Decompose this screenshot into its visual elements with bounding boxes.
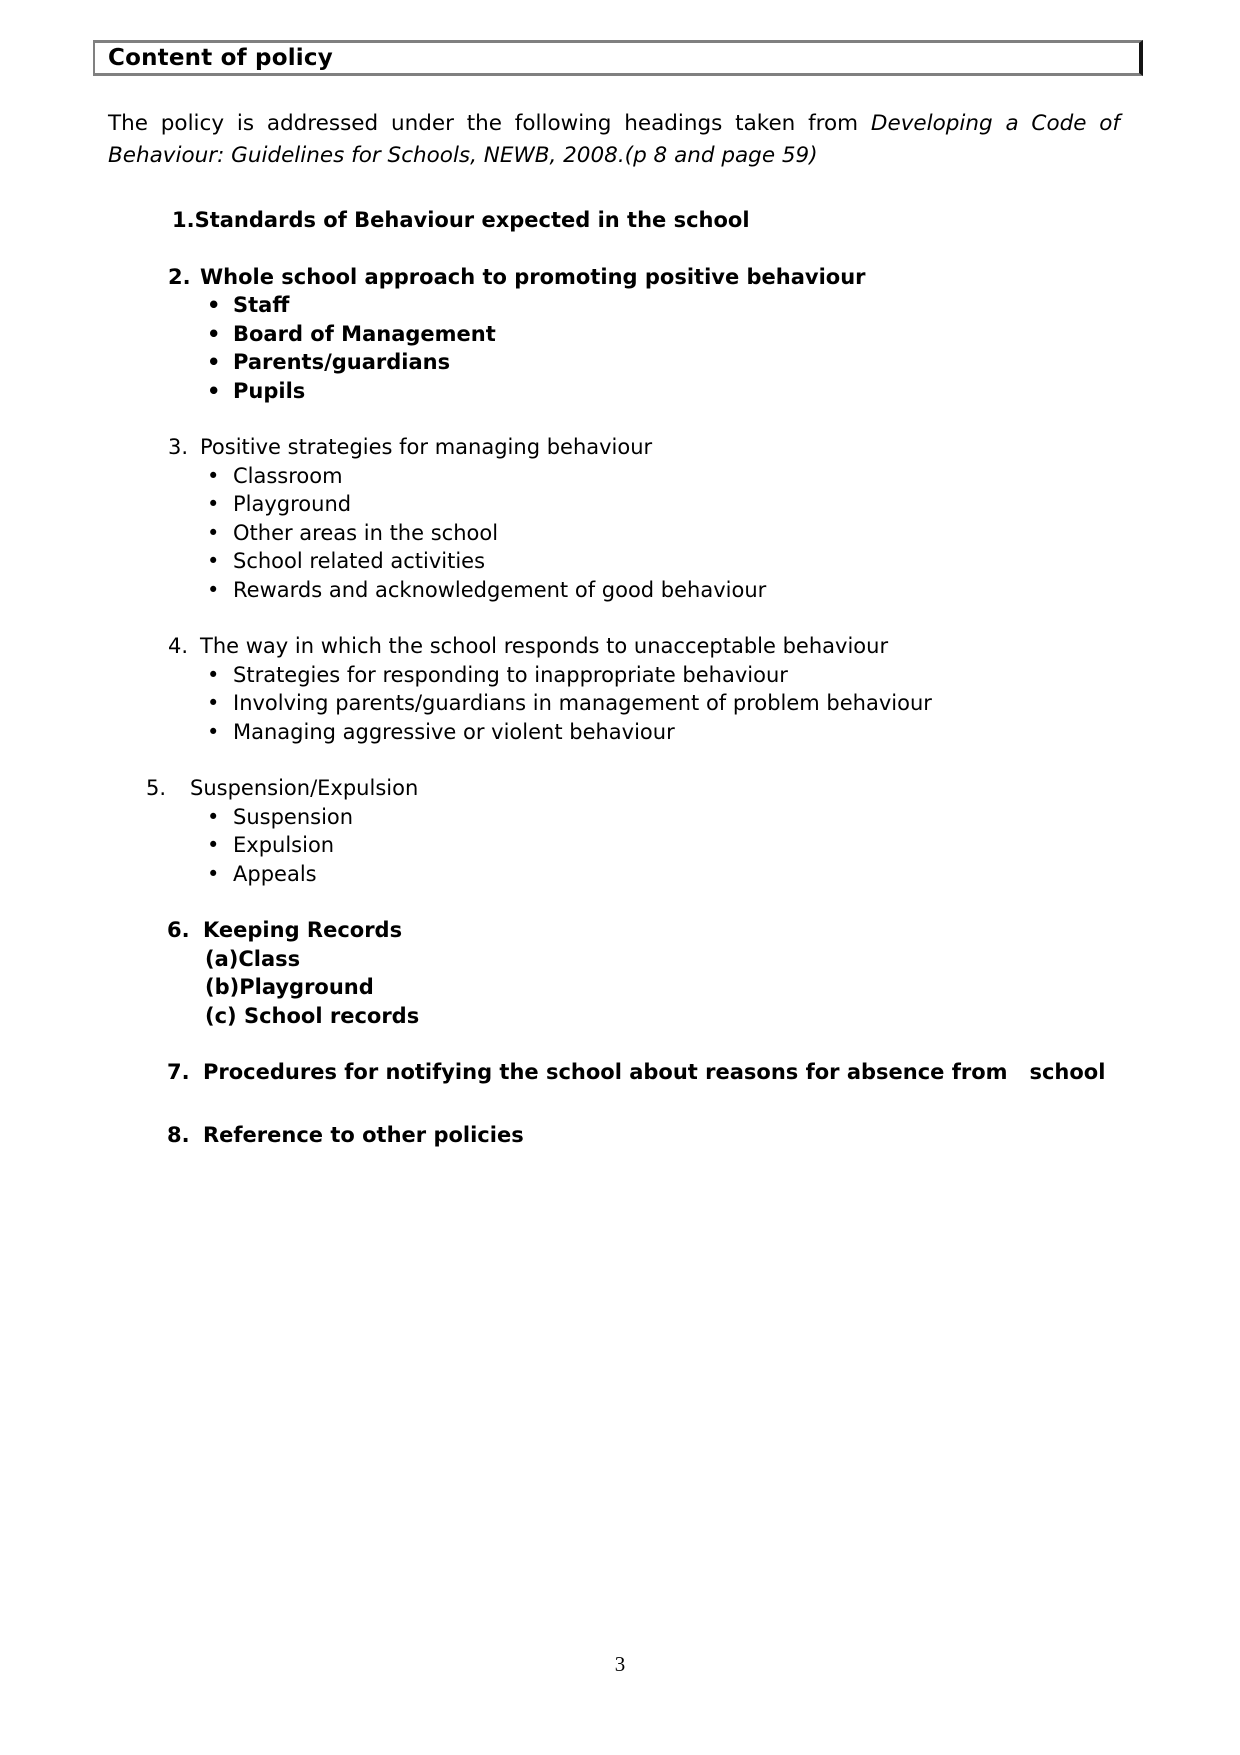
section-heading xyxy=(0,433,1240,462)
intro-text-regular: The policy is addressed under the following headings taken from xyxy=(108,111,859,136)
intro-paragraph xyxy=(108,108,1120,172)
section-6 xyxy=(0,916,1240,1030)
section-8 xyxy=(0,1121,1240,1150)
section-number: 7. xyxy=(167,1060,190,1084)
bullet-icon: • xyxy=(207,691,220,715)
bullet-text: Staff xyxy=(233,293,290,317)
bullet-icon: • xyxy=(207,577,220,602)
section-number: 2. xyxy=(168,264,191,289)
section-title: Procedures for notifying the school about reasons for absence from school xyxy=(203,1060,1106,1084)
bullet-text: Suspension xyxy=(233,804,354,829)
section-heading xyxy=(0,632,1240,661)
policy-headings-list xyxy=(0,176,1240,1149)
bullet-icon: • xyxy=(207,321,221,346)
bullet-icon: • xyxy=(207,492,220,516)
section-number: 3. xyxy=(168,435,189,459)
bullet-text: Playground xyxy=(233,492,352,516)
bullet-item xyxy=(0,348,1240,377)
bullet-text: Classroom xyxy=(233,463,343,488)
bullet-text: Pupils xyxy=(233,378,306,403)
section-title: Standards of Behaviour expected in the school xyxy=(194,208,750,232)
page-title: Content of policy xyxy=(108,45,333,71)
bullet-item xyxy=(0,803,1240,832)
section-title: Suspension/Expulsion xyxy=(190,776,419,800)
bullet-icon: • xyxy=(207,463,220,488)
bullet-item xyxy=(0,661,1240,690)
section-2 xyxy=(0,263,1240,406)
section-5 xyxy=(0,774,1240,888)
lettered-item xyxy=(0,973,1240,1002)
bullet-icon: • xyxy=(207,549,220,573)
bullet-item xyxy=(0,576,1240,605)
bullet-text: School related activities xyxy=(233,549,486,573)
section-title: The way in which the school responds to unacceptable behaviour xyxy=(200,634,889,658)
intro-line-1 xyxy=(108,108,1120,140)
section-number: 4. xyxy=(168,634,189,658)
lettered-item-text: (a)Class xyxy=(205,946,301,971)
lettered-item xyxy=(0,945,1240,974)
bullet-icon: • xyxy=(207,833,220,857)
section-heading xyxy=(0,774,1240,803)
policy-title-box xyxy=(93,40,1143,76)
bullet-item xyxy=(0,377,1240,406)
bullet-text: Parents/guardians xyxy=(233,350,451,374)
section-heading xyxy=(0,1058,1240,1087)
section-3 xyxy=(0,433,1240,604)
section-heading xyxy=(0,916,1240,945)
section-title: Keeping Records xyxy=(203,918,403,942)
section-title: Positive strategies for managing behaviour xyxy=(200,435,653,459)
bullet-item xyxy=(0,689,1240,718)
section-number: 5. xyxy=(146,776,167,800)
section-heading xyxy=(0,1121,1240,1150)
bullet-text: Involving parents/guardians in management of problem behaviour xyxy=(233,691,932,715)
lettered-item-text: (c) School records xyxy=(205,1003,420,1028)
bullet-item xyxy=(0,718,1240,747)
intro-text-italic: Developing a Code of xyxy=(870,111,1120,136)
bullet-text: Appeals xyxy=(233,861,317,886)
bullet-icon: • xyxy=(207,662,220,687)
section-title: Whole school approach to promoting positive behaviour xyxy=(200,264,866,289)
bullet-item xyxy=(0,291,1240,320)
bullet-text: Rewards and acknowledgement of good behaviour xyxy=(233,577,767,602)
bullet-item xyxy=(0,547,1240,576)
bullet-text: Board of Management xyxy=(233,321,496,346)
page-number: 3 xyxy=(614,1652,626,1676)
bullet-icon: • xyxy=(207,350,221,374)
section-title: Reference to other policies xyxy=(203,1122,524,1147)
bullet-icon: • xyxy=(207,861,220,886)
intro-line-2: Behaviour: Guidelines for Schools, NEWB, 2008.(p 8 and page 59) xyxy=(108,143,818,168)
bullet-item xyxy=(0,831,1240,860)
bullet-icon: • xyxy=(207,719,220,744)
lettered-item xyxy=(0,1002,1240,1031)
lettered-item-text: (b)Playground xyxy=(205,975,374,999)
section-heading xyxy=(0,263,1240,292)
bullet-text: Managing aggressive or violent behaviour xyxy=(233,719,675,744)
section-number: 1. xyxy=(172,208,195,232)
section-heading xyxy=(0,206,1240,235)
section-1 xyxy=(0,206,1240,235)
section-number: 8. xyxy=(167,1122,190,1147)
bullet-icon: • xyxy=(207,378,221,403)
bullet-icon: • xyxy=(207,804,220,829)
bullet-item xyxy=(0,860,1240,889)
bullet-item xyxy=(0,320,1240,349)
bullet-item xyxy=(0,490,1240,519)
bullet-icon: • xyxy=(207,293,221,317)
bullet-item xyxy=(0,462,1240,491)
bullet-text: Expulsion xyxy=(233,833,335,857)
bullet-text: Other areas in the school xyxy=(233,520,499,545)
bullet-icon: • xyxy=(207,520,220,545)
section-7 xyxy=(0,1058,1240,1087)
bullet-item xyxy=(0,519,1240,548)
section-number: 6. xyxy=(167,918,190,942)
section-4 xyxy=(0,632,1240,746)
bullet-text: Strategies for responding to inappropriate behaviour xyxy=(233,662,788,687)
